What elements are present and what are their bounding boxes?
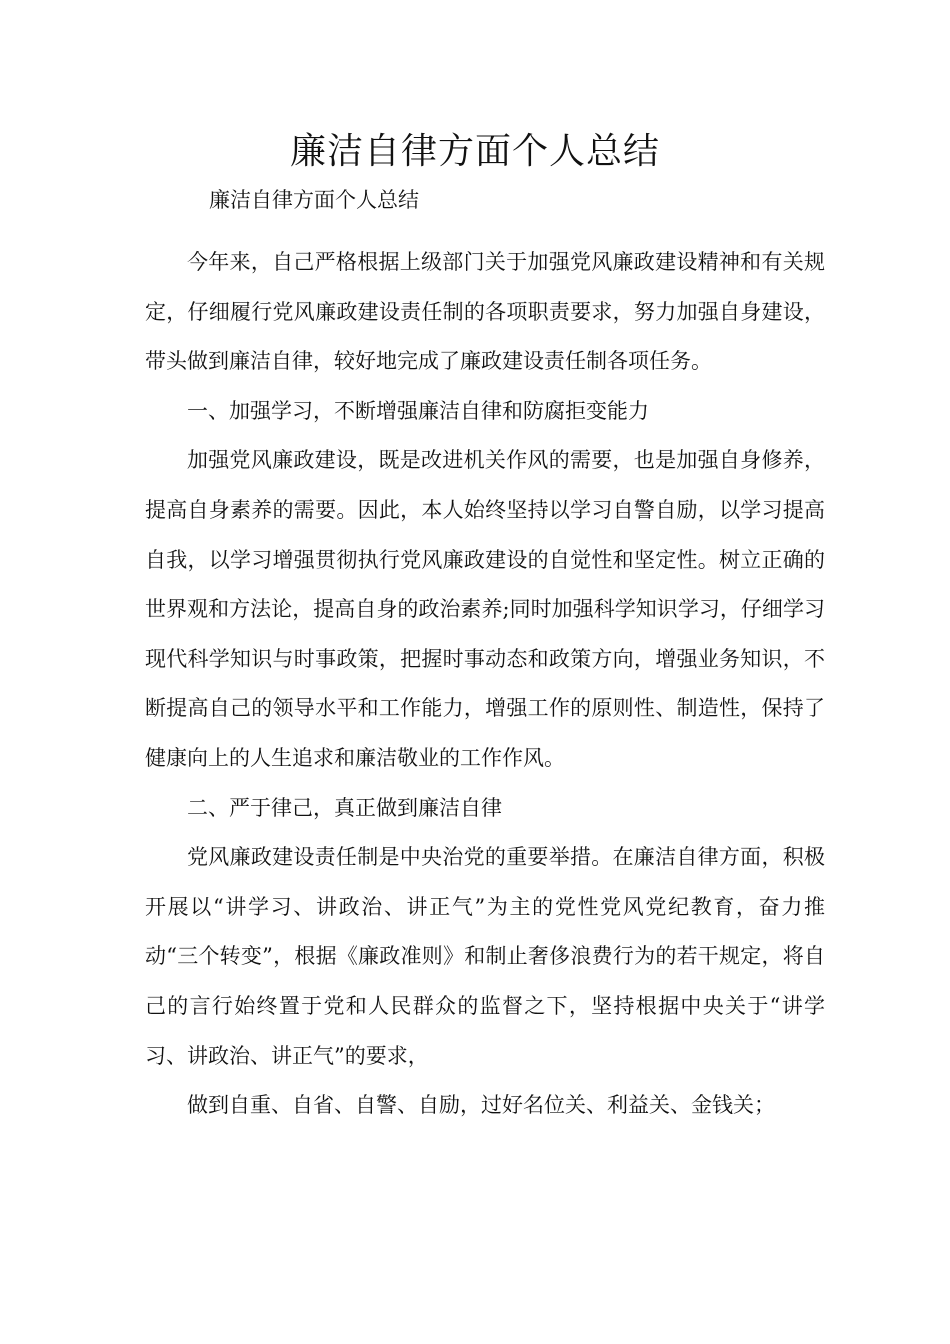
paragraph-integrity: 党风廉政建设责任制是中央治党的重要举措。在廉洁自律方面，积极开展以“讲学习、讲政治、讲正气”为主的党性党风党纪教育，奋力推动“三个转变”，根据《廉政准则》和制止奢侈浪费行为的若干规定，将自己的言行始终置于党和人民群众的监督之下，坚持根据中央关于“讲学习、讲政治、讲正气”的要求，	[145, 845, 825, 1068]
section-heading-1: 一、加强学习，不断增强廉洁自律和防腐拒变能力	[187, 398, 649, 423]
section-heading-2: 二、严于律己，真正做到廉洁自律	[187, 795, 502, 820]
paragraph-self-discipline: 做到自重、自省、自警、自励，过好名位关、利益关、金钱关；	[187, 1093, 775, 1118]
document-body	[145, 180, 825, 1131]
paragraph-intro: 今年来，自己严格根据上级部门关于加强党风廉政建设精神和有关规定，仔细履行党风廉政建设责任制的各项职责要求，努力加强自身建设，带头做到廉洁自律，较好地完成了廉政建设责任制各项任务。	[145, 250, 825, 374]
document-subtitle: 廉洁自律方面个人总结	[209, 188, 419, 212]
document-title: 廉洁自律方面个人总结	[289, 131, 660, 172]
paragraph-study: 加强党风廉政建设，既是改进机关作风的需要，也是加强自身修养，提高自身素养的需要。因此，本人始终坚持以学习自警自励，以学习提高自我，以学习增强贯彻执行党风廉政建设的自觉性和坚定性。树立正确的世界观和方法论，提高自身的政治素养;同时加强科学知识学习，仔细学习现代科学知识与时事政策，把握时事动态和政策方向，增强业务知识，不断提高自己的领导水平和工作能力，增强工作的原则性、制造性，保持了健康向上的人生追求和廉洁敬业的工作作风。	[145, 448, 825, 770]
